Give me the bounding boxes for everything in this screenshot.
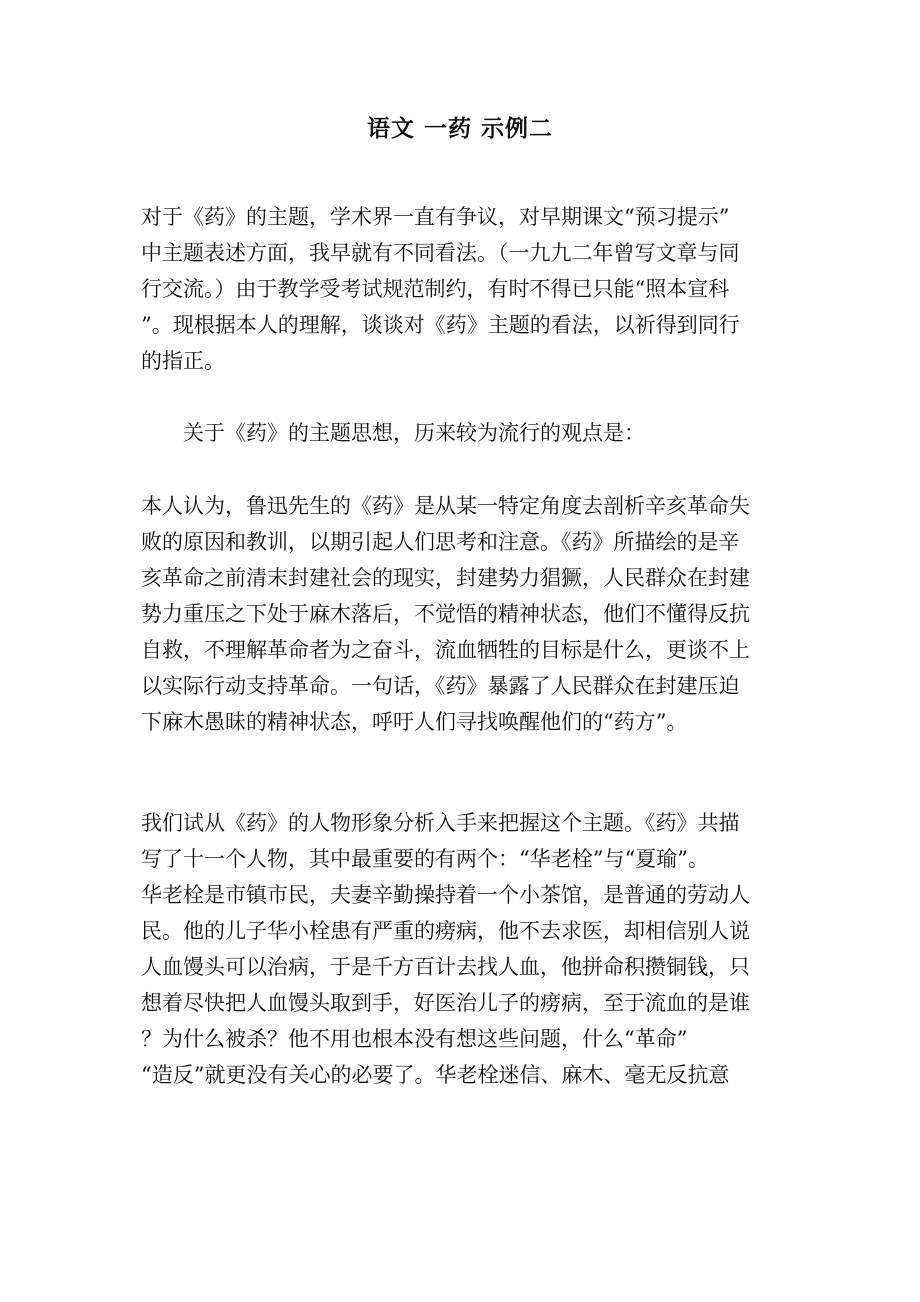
paragraph-author-view bbox=[141, 488, 781, 740]
text-line: 关于《药》的主题思想，历来较为流行的观点是： bbox=[183, 421, 645, 445]
text-line: 民。他的儿子华小栓患有严重的痨病，他不去求医，却相信别人说 bbox=[141, 919, 750, 943]
text-line: 势力重压之下处于麻木落后，不觉悟的精神状态，他们不懂得反抗 bbox=[141, 602, 750, 626]
paragraph-character-analysis bbox=[141, 805, 781, 1093]
text-line: 想着尽快把人血馒头取到手，好医治儿子的痨病，至于流血的是谁 bbox=[141, 991, 750, 1015]
text-line: 的指正。 bbox=[141, 349, 225, 373]
text-line: ？为什么被杀？他不用也根本没有想这些问题，什么“革命” bbox=[141, 1027, 688, 1051]
text-line: 以实际行动支持革命。一句话，《药》暴露了人民群众在封建压迫 bbox=[141, 674, 740, 698]
text-line: 中主题表述方面，我早就有不同看法。（一九九二年曾写文章与同 bbox=[141, 241, 740, 265]
text-line: 亥革命之前清末封建社会的现实，封建势力猖獗，人民群众在封建 bbox=[141, 566, 750, 590]
text-line: 我们试从《药》的人物形象分析入手来把握这个主题。《药》共描 bbox=[141, 811, 740, 835]
document-title: 语文 一药 示例二 bbox=[366, 115, 553, 142]
text-line: 本人认为，鲁迅先生的《药》是从某一特定角度去剖析辛亥革命失 bbox=[141, 494, 750, 518]
text-line: 人血馒头可以治病，于是千方百计去找人血，他拼命积攒铜钱，只 bbox=[141, 955, 750, 979]
text-line: 下麻木愚昧的精神状态，呼吁人们寻找唤醒他们的“药方”。 bbox=[141, 710, 688, 734]
text-line: ”。现根据本人的理解，谈谈对《药》主题的看法，以祈得到同行 bbox=[141, 313, 740, 337]
text-line: 写了十一个人物，其中最重要的有两个：“华老栓”与“夏瑜”。 bbox=[141, 847, 709, 871]
text-line: 对于《药》的主题，学术界一直有争议，对早期课文“预习提示” bbox=[141, 205, 730, 229]
text-line: “造反”就更没有关心的必要了。华老栓迷信、麻木、毫无反抗意 bbox=[141, 1063, 730, 1087]
paragraph-popular-view bbox=[141, 415, 781, 451]
text-line: 败的原因和教训，以期引起人们思考和注意。《药》所描绘的是辛 bbox=[141, 530, 740, 554]
text-line: 自救，不理解革命者为之奋斗，流血牺牲的目标是什么，更谈不上 bbox=[141, 638, 750, 662]
paragraph-intro bbox=[141, 199, 781, 379]
text-line: 华老栓是市镇市民，夫妻辛勤操持着一个小茶馆，是普通的劳动人 bbox=[141, 883, 750, 907]
text-line: 行交流。）由于教学受考试规范制约，有时不得已只能“照本宣科 bbox=[141, 277, 730, 301]
